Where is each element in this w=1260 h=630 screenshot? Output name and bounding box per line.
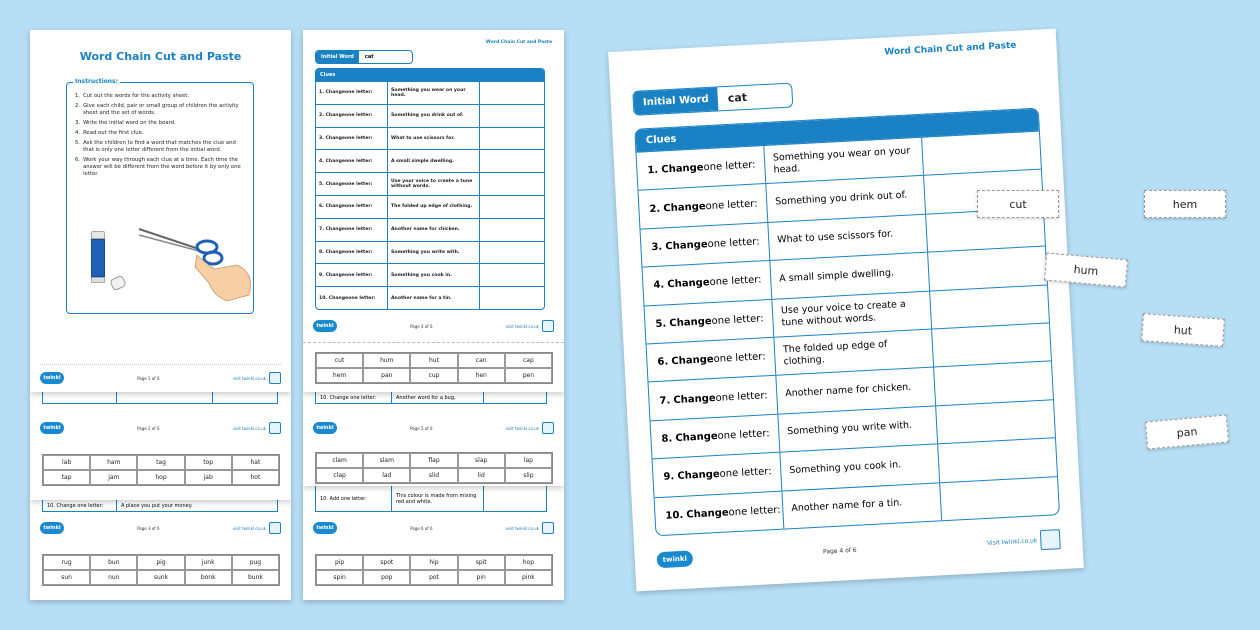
clue-number: 10. [319, 295, 328, 301]
mini-clue-row [316, 149, 544, 172]
word-cell: pip [316, 555, 363, 570]
instructions-heading: Instructions: [75, 78, 119, 85]
clue-instruction [316, 128, 388, 150]
word-table [315, 452, 553, 484]
clue-rest: one letter: [344, 204, 373, 210]
mini-clue-rows [316, 81, 544, 309]
instruction-step [75, 140, 245, 154]
clue-text: The folded up edge of clothing. [388, 196, 480, 218]
clue-rest: one letter: [344, 272, 373, 278]
clue-rest: one letter: [728, 504, 781, 519]
clue-number: 7. [319, 227, 324, 233]
word-cell: nun [90, 570, 137, 585]
clue-rest: one letter: [713, 351, 766, 366]
page-number: Page 4 of 6 [410, 323, 433, 329]
word-cell: pink [505, 570, 552, 585]
answer-slot[interactable] [480, 150, 544, 172]
step-text: Work your way through each clue at a time. Each time the answer will be different from the word before it by only one letter. [83, 157, 241, 177]
initial-word-value: cat [727, 90, 748, 105]
site-link [233, 422, 281, 434]
clue-number: 4. [653, 279, 665, 292]
badge-icon [1040, 529, 1061, 550]
mini-clue-row [316, 172, 544, 195]
peek-cell [117, 392, 213, 403]
word-cell: lid [458, 468, 505, 483]
clue-text: The folded up edge of clothing. [774, 329, 934, 375]
word-cell: slap [458, 453, 505, 468]
mini-clues-table [315, 68, 545, 310]
clue-number: 1. [647, 164, 659, 177]
badge-icon [269, 372, 281, 384]
sheet-header-title: Word Chain Cut and Paste [485, 40, 552, 45]
word-cell: slip [505, 468, 552, 483]
mini-clue-row [316, 263, 544, 286]
word-card-hem[interactable]: hem [1144, 190, 1226, 218]
clue-number: 3. [319, 135, 324, 141]
initial-word-box [632, 83, 793, 116]
word-card-pan[interactable]: pan [1145, 414, 1229, 449]
sheet-footer [30, 372, 291, 384]
clue-text: Something you write with. [388, 242, 480, 264]
word-cell: clap [316, 468, 363, 483]
page-number: Page 5 of 6 [410, 425, 433, 431]
clue-number: 2. [319, 113, 324, 119]
page-number: Page 3 of 6 [137, 525, 160, 531]
clue-action: Change [325, 113, 345, 119]
clue-instruction [316, 173, 388, 195]
sheet-footer [303, 522, 564, 534]
answer-slot[interactable] [480, 105, 544, 127]
clue-text: What to use scissors for. [768, 214, 928, 260]
main-activity-sheet [608, 29, 1084, 592]
clue-action: Change [686, 507, 729, 521]
instruction-step [75, 103, 245, 117]
instructions-box [66, 78, 254, 314]
clue-text: Something you cook in. [388, 264, 480, 286]
clue-rest: one letter: [719, 466, 772, 481]
word-cell: hum [363, 353, 410, 368]
middle-back-sheet-1 [303, 392, 564, 486]
clue-instruction [643, 261, 773, 305]
site-link [233, 372, 281, 384]
word-cell: lab [43, 455, 90, 470]
step-number: 5. [75, 140, 81, 146]
clue-instruction [655, 491, 785, 535]
word-cell: clam [316, 453, 363, 468]
word-cell: jam [90, 470, 137, 485]
word-cell: bunk [232, 570, 279, 585]
clue-text: Something you write with. [778, 406, 938, 452]
word-cell: hem [316, 368, 363, 383]
sheet-footer [303, 320, 564, 332]
step-text: Ask the children to find a word that matches the clue and that is only one letter different from the initial word. [83, 140, 236, 153]
clue-action: Change [661, 162, 704, 176]
instructions-sheet [30, 30, 291, 392]
clue-rest: one letter: [344, 135, 373, 141]
word-cell: slid [410, 468, 457, 483]
clue-action: Change [671, 354, 714, 368]
site-text: visit twinkl.co.uk [505, 525, 539, 531]
word-card-cut[interactable]: cut [977, 190, 1059, 218]
mini-clue-row [316, 286, 544, 309]
clues-header: Clues [316, 69, 544, 81]
peek-text-b: This colour is made from mixing red and white. [392, 486, 484, 511]
copyright-line [40, 364, 281, 366]
clue-number: 2. [649, 203, 661, 215]
twinkl-logo: twinkl [40, 372, 64, 384]
word-cell: ham [90, 455, 137, 470]
answer-slot[interactable] [480, 287, 544, 309]
site-link [506, 320, 554, 332]
instructions-list [67, 83, 253, 178]
clue-instruction [636, 146, 766, 190]
clue-action: Change [663, 200, 706, 214]
sheet-title: Word Chain Cut and Paste [884, 40, 1017, 58]
word-cell: bun [90, 555, 137, 570]
badge-icon [269, 422, 281, 434]
peek-text-b: A place you put your money. [121, 502, 193, 509]
clue-text: Another name for chicken. [388, 219, 480, 241]
clue-instruction [651, 414, 781, 458]
word-cell: cup [410, 368, 457, 383]
clue-rest: one letter: [715, 389, 768, 404]
clue-instruction [638, 184, 768, 228]
glue-stick-icon [91, 231, 105, 283]
answer-slot[interactable] [936, 400, 1055, 443]
word-cell: tag [137, 455, 184, 470]
site-text: visit twinkl.co.uk [232, 525, 266, 531]
twinkl-logo: twinkl [40, 422, 64, 434]
word-cell: flap [410, 453, 457, 468]
word-cell: hut [410, 353, 457, 368]
answer-slot[interactable] [480, 82, 544, 104]
sheet-footer [30, 522, 291, 534]
clue-number: 7. [659, 394, 671, 407]
clue-rest: one letter: [705, 198, 758, 212]
answer-slot[interactable] [480, 264, 544, 286]
clue-instruction [645, 299, 775, 343]
answer-slot[interactable] [940, 477, 1059, 520]
twinkl-logo: twinkl [313, 522, 337, 534]
word-card-hum[interactable]: hum [1044, 252, 1128, 287]
left-back-sheet-1 [30, 392, 291, 500]
clue-rest: one letter: [711, 313, 764, 327]
answer-slot[interactable] [480, 196, 544, 218]
word-cell: pan [363, 368, 410, 383]
sheet-title: Word Chain Cut and Paste [79, 50, 242, 63]
clue-rest: one letter: [344, 113, 373, 119]
site-text: Visit twinkl.co.uk [986, 536, 1038, 547]
badge-icon [542, 522, 554, 534]
word-cell: lap [505, 453, 552, 468]
page-number: Page 2 of 6 [137, 425, 160, 431]
twinkl-logo: twinkl [313, 422, 337, 434]
clue-action: Change [325, 272, 345, 278]
clues-table [634, 108, 1060, 537]
clue-instruction [316, 242, 388, 264]
clue-number: 3. [651, 241, 663, 254]
mini-clue-row [316, 127, 544, 150]
clue-rest: one letter: [344, 158, 373, 164]
answer-slot[interactable] [932, 323, 1051, 366]
clue-number: 5. [655, 318, 667, 330]
site-text: visit twinkl.co.uk [232, 425, 266, 431]
word-cell: jab [185, 470, 232, 485]
clue-text: Use your voice to create a tune without words. [388, 173, 480, 195]
word-card-hut[interactable]: hut [1141, 313, 1225, 347]
answer-slot[interactable] [928, 247, 1047, 290]
instruction-step [75, 157, 245, 178]
clue-text: Another name for chicken. [776, 368, 936, 414]
left-back-sheet-2 [30, 500, 291, 600]
clue-rest: one letter: [709, 274, 762, 289]
clue-instruction [316, 82, 388, 104]
page-number: Page 6 of 6 [410, 525, 433, 531]
clue-text: Another name for a tin. [782, 483, 942, 529]
word-cell: pig [137, 555, 184, 570]
step-number: 4. [75, 130, 81, 136]
word-cell: sun [43, 570, 90, 585]
clue-action: Change [665, 239, 708, 253]
word-cell: bonk [185, 570, 232, 585]
initial-word-label: Initial Word [633, 87, 718, 114]
clue-rest: one letter: [707, 236, 760, 251]
step-text: Cut out the words for the activity sheet. [83, 93, 190, 99]
clue-instruction [316, 287, 388, 309]
peek-text-a: 10. Change one letter: [43, 500, 117, 511]
clue-instruction [653, 453, 783, 497]
clue-text: Use your voice to create a tune without words. [772, 291, 932, 337]
word-cell: pen [505, 368, 552, 383]
answer-slot[interactable] [480, 219, 544, 241]
site-text: visit twinkl.co.uk [505, 323, 539, 329]
clue-instruction [316, 219, 388, 241]
clue-rest: one letter: [344, 227, 373, 233]
clue-text: A small simple dwelling. [388, 150, 480, 172]
clue-number: 8. [661, 433, 673, 445]
word-cell: top [185, 455, 232, 470]
answer-slot[interactable] [480, 242, 544, 264]
initial-word-label: Initial Word [316, 51, 359, 63]
word-cell: spit [458, 555, 505, 570]
peek-row [315, 392, 547, 404]
instruction-step [75, 93, 245, 100]
clue-action: Change [673, 392, 716, 406]
peek-text-a: 10. Add one letter: [316, 486, 392, 511]
clue-number: 9. [663, 471, 675, 484]
clue-number: 8. [319, 249, 324, 255]
site-text: visit twinkl.co.uk [232, 375, 266, 381]
step-text: Give each child, pair or small group of children the activity sheet and the set of words. [83, 103, 239, 116]
peek-cell [43, 392, 117, 403]
mini-clue-row [316, 81, 544, 104]
step-number: 6. [75, 157, 81, 163]
word-cell: junk [185, 555, 232, 570]
initial-word-value: cat [364, 54, 374, 60]
word-cell: pot [410, 570, 457, 585]
step-number: 2. [75, 103, 81, 109]
clue-instruction [316, 105, 388, 127]
word-table [42, 454, 280, 486]
clue-text: Something you wear on your head. [388, 82, 480, 104]
instruction-step [75, 120, 245, 127]
clue-instruction [316, 264, 388, 286]
mini-clue-row [316, 195, 544, 218]
clue-rest: one letter: [703, 159, 756, 174]
page-number: Page 4 of 6 [822, 546, 857, 556]
glue-cap-icon [109, 275, 127, 292]
clue-text: What to use scissors for. [388, 128, 480, 150]
clue-rest: one letter: [717, 428, 770, 442]
word-cell: hen [458, 368, 505, 383]
clue-number: 1. [319, 90, 324, 96]
word-cell: tap [43, 470, 90, 485]
badge-icon [542, 320, 554, 332]
site-text: visit twinkl.co.uk [505, 425, 539, 431]
word-cell: hop [137, 470, 184, 485]
word-table [42, 554, 280, 586]
clue-action: Change [325, 204, 345, 210]
cut-line [303, 342, 564, 343]
clue-action: Change [325, 158, 345, 164]
mini-initial-word [315, 50, 413, 64]
peek-text-b: Another word for a bug. [392, 392, 484, 403]
clue-number: 6. [657, 356, 669, 369]
word-cell: hip [410, 555, 457, 570]
answer-slot[interactable] [934, 362, 1053, 405]
mini-clue-row [316, 218, 544, 241]
word-cell: slam [363, 453, 410, 468]
clue-rest: one letter: [344, 90, 373, 96]
mini-clue-row [316, 104, 544, 127]
clue-text: Something you drink out of. [766, 176, 926, 222]
answer-slot[interactable] [938, 438, 1057, 481]
peek-row [42, 392, 278, 404]
twinkl-logo: twinkl [40, 522, 64, 534]
answer-slot[interactable] [480, 128, 544, 150]
clue-text: Something you cook in. [780, 444, 940, 490]
twinkl-logo: twinkl [313, 320, 337, 332]
step-number: 1. [75, 93, 81, 99]
clue-text: Something you wear on your head. [764, 138, 924, 184]
site-link [233, 522, 281, 534]
word-cell: hot [232, 470, 279, 485]
clue-text: A small simple dwelling. [770, 253, 930, 299]
word-cell: rug [43, 555, 90, 570]
word-table [315, 352, 553, 384]
word-cell: sunk [137, 570, 184, 585]
clue-number: 9. [319, 272, 324, 278]
word-cell: pop [363, 570, 410, 585]
clue-action: Change [669, 315, 712, 330]
step-text: Write the initial word on the board. [83, 120, 176, 126]
word-cell: pug [232, 555, 279, 570]
site-link [506, 522, 554, 534]
peek-row [315, 486, 547, 512]
mini-clue-row [316, 241, 544, 264]
clue-action: Change [325, 227, 345, 233]
word-cell: cap [505, 353, 552, 368]
instruction-step [75, 130, 245, 137]
clue-rest: one letter: [348, 295, 376, 301]
badge-icon [269, 522, 281, 534]
badge-icon [542, 422, 554, 434]
sheet-footer [634, 528, 1082, 571]
clue-action: Change [325, 181, 345, 187]
clues-header: Clues [635, 109, 1039, 152]
clue-action: Change [667, 277, 710, 291]
mini-activity-sheet [303, 30, 564, 392]
clue-number: 4. [319, 158, 324, 164]
word-cell: spot [363, 555, 410, 570]
clue-action: Change [325, 249, 345, 255]
step-number: 3. [75, 120, 81, 126]
clue-action: Change [325, 135, 345, 141]
word-cell: hat [232, 455, 279, 470]
sheet-footer [303, 422, 564, 434]
clue-action: Change [325, 90, 345, 96]
clue-instruction [316, 150, 388, 172]
answer-slot[interactable] [480, 173, 544, 195]
answer-slot[interactable] [930, 285, 1049, 328]
site-link [986, 529, 1060, 553]
word-cell: pin [458, 570, 505, 585]
word-cell: hop [505, 555, 552, 570]
answer-slot[interactable] [922, 132, 1041, 175]
clue-number: 6. [319, 204, 324, 210]
clue-action: Change [675, 430, 718, 445]
peek-text-a: 10. Change one letter: [316, 392, 392, 403]
sheet-footer [30, 422, 291, 434]
clue-text: Something you drink out of. [388, 105, 480, 127]
clue-rest: one letter: [344, 181, 373, 187]
peek-row [42, 500, 278, 512]
word-cell: cut [316, 353, 363, 368]
scissors-hand-icon [137, 225, 257, 305]
clue-text: Another name for a tin. [388, 287, 480, 309]
clue-instruction [316, 196, 388, 218]
page-number: Page 1 of 6 [137, 375, 160, 381]
twinkl-logo: twinkl [656, 550, 693, 568]
clue-number: 5. [319, 181, 324, 187]
clue-rest: one letter: [344, 249, 373, 255]
word-cell: can [458, 353, 505, 368]
middle-back-sheet-2 [303, 486, 564, 600]
clue-action: Change [328, 295, 349, 301]
clue-instruction [649, 376, 779, 420]
clue-number: 10. [665, 509, 684, 522]
word-cell: spin [316, 570, 363, 585]
clue-action: Change [677, 469, 720, 483]
clue-instruction [641, 223, 771, 267]
site-link [506, 422, 554, 434]
clue-instruction [647, 338, 777, 382]
step-text: Read out the first clue. [83, 130, 144, 136]
word-cell: lad [363, 468, 410, 483]
word-table [315, 554, 553, 586]
